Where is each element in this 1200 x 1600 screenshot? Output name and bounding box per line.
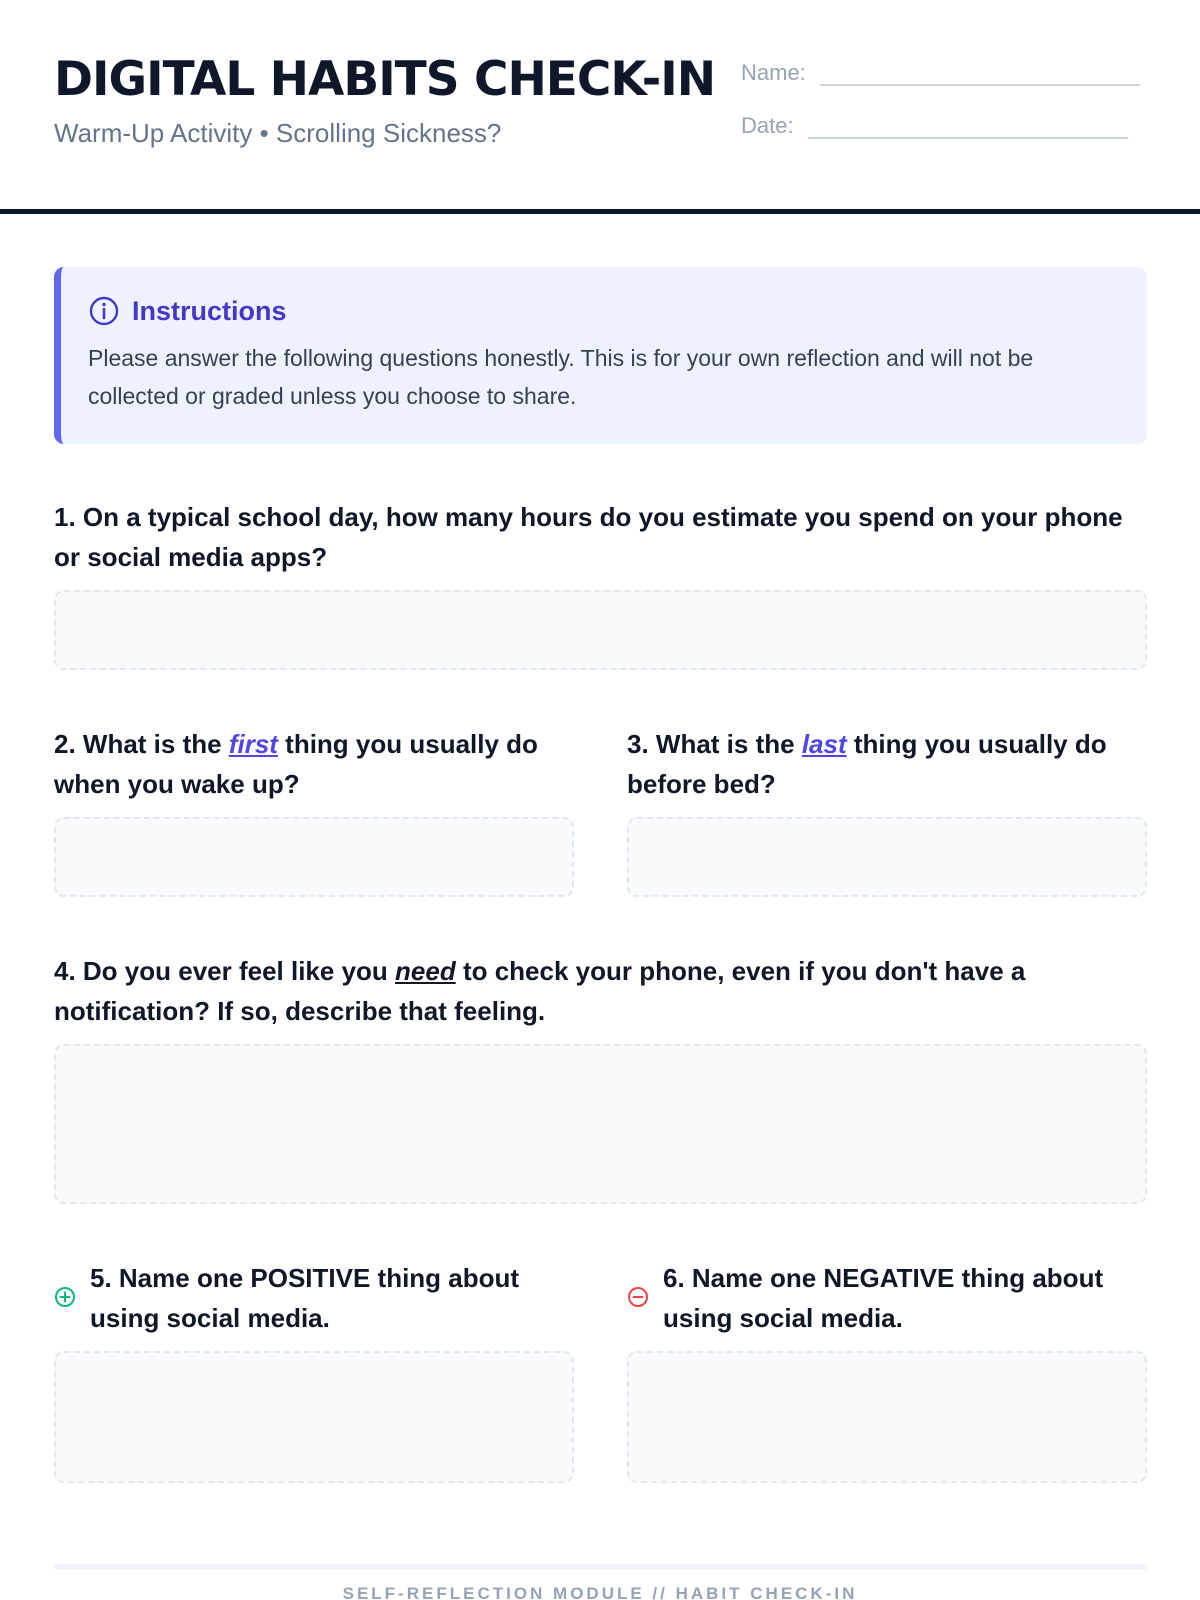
question-5: 5. Name one POSITIVE thing about using social media. — [90, 1263, 520, 1333]
question-2-tail: thing you usually do when you wake up? — [54, 729, 538, 799]
worksheet-header — [0, 0, 1200, 214]
question-4-tail: to check your phone, even if you don't have a notification? If so, describe that feeling. — [54, 956, 1026, 1026]
name-field[interactable] — [741, 60, 1140, 86]
question-4-lead: 4. Do you ever feel like you — [54, 956, 396, 986]
answer-box-2[interactable] — [54, 817, 574, 897]
question-3-lead: 3. What is the — [627, 729, 802, 759]
answer-box-6[interactable] — [627, 1351, 1147, 1483]
footer-label: SELF-REFLECTION MODULE // HABIT CHECK-IN — [342, 1584, 858, 1600]
instructions-text: Please answer the following questions honestly. This is for your own reflection and will not be collected or graded unless you choose to share. — [88, 345, 1034, 409]
date-label: Date: — [741, 113, 794, 138]
page-subtitle: Warm-Up Activity • Scrolling Sickness? — [54, 118, 502, 148]
question-2-emphasis: first — [228, 729, 278, 759]
date-field[interactable] — [741, 113, 1128, 139]
answer-box-5[interactable] — [54, 1351, 574, 1483]
info-icon — [88, 295, 120, 327]
answer-box-4[interactable] — [54, 1044, 1147, 1204]
question-2 — [54, 724, 574, 804]
question-1: 1. On a typical school day, how many hours do you estimate you spend on your phone or social media apps? — [54, 502, 1123, 572]
question-4-emphasis: need — [395, 956, 456, 986]
answer-box-3[interactable] — [627, 817, 1147, 897]
name-label: Name: — [741, 60, 806, 85]
question-4 — [54, 951, 1147, 1031]
instructions-panel — [54, 267, 1147, 444]
question-2-lead: 2. What is the — [54, 729, 229, 759]
question-3 — [627, 724, 1147, 804]
instructions-heading — [88, 295, 1121, 327]
page-title: DIGITAL HABITS CHECK-IN — [54, 52, 716, 107]
instructions-title: Instructions — [132, 295, 287, 326]
minus-circle-icon — [627, 1286, 649, 1308]
question-3-tail: thing you usually do before bed? — [627, 729, 1107, 799]
question-3-emphasis: last — [801, 729, 847, 759]
name-input-line[interactable] — [820, 64, 1140, 86]
footer-divider — [54, 1564, 1147, 1570]
question-6: 6. Name one NEGATIVE thing about using social media. — [663, 1263, 1104, 1333]
plus-circle-icon — [54, 1286, 76, 1308]
answer-box-1[interactable] — [54, 590, 1147, 670]
date-input-line[interactable] — [808, 117, 1128, 139]
